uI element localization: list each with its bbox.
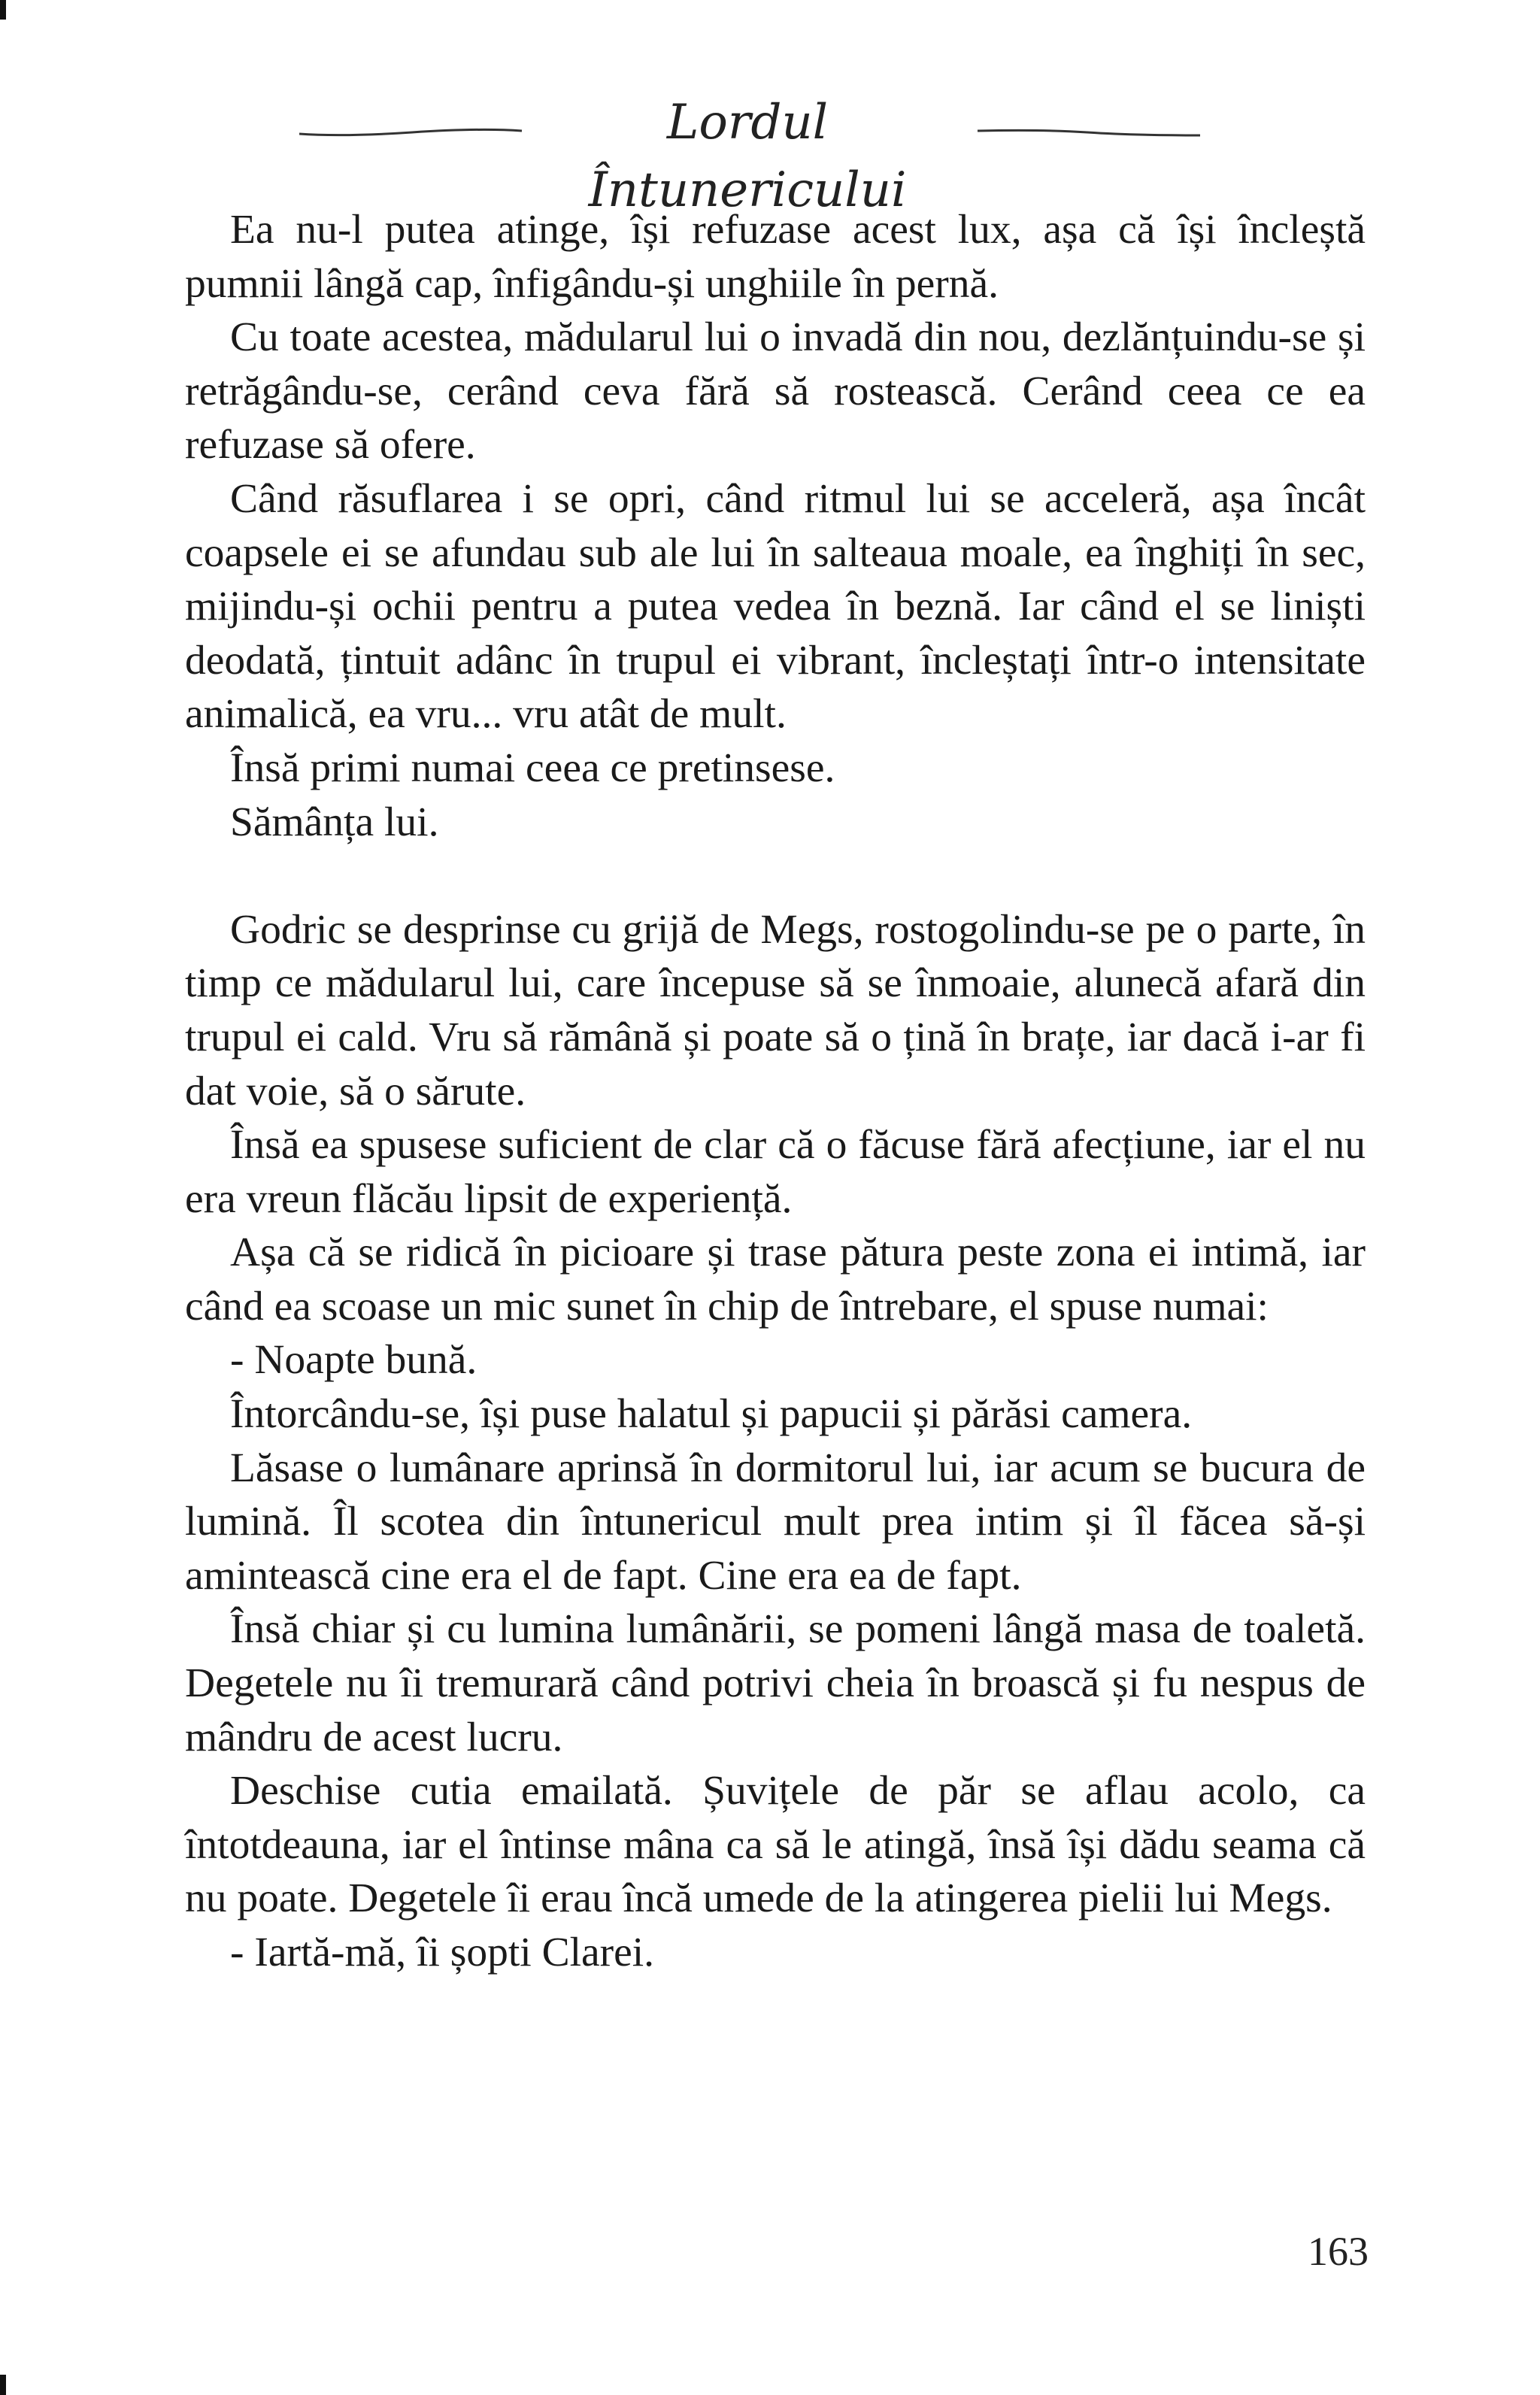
paragraph: Când răsuflarea i se opri, când ritmul lui se acceleră, așa încât coapsele ei se afundau sub ale lui în salteaua moale, ea înghiți în sec, mijindu-și ochii pentru a putea vedea în beznă. Iar când el se liniști deodată, țintuit adânc în trupul ei vibrant, încleștați într-o intensitate animalică, ea vru... vru atât de mult.: [185, 475, 1366, 738]
page-number: 163: [1308, 2229, 1369, 2274]
page-edge-mark-top: [0, 0, 6, 20]
paragraph: Așa că se ridică în picioare și trase pătura peste zona ei intimă, iar când ea scoase un mic sunet în chip de întrebare, el spuse numai:: [185, 1229, 1366, 1329]
running-title: Lordul Întunericului: [588, 95, 907, 218]
body-text: [185, 203, 1366, 1980]
page-edge-mark-bottom: [0, 2375, 6, 2395]
paragraph: Sămânța lui.: [230, 799, 439, 845]
scene-break: [185, 849, 1366, 903]
header-ornament-rule-right: [975, 128, 1200, 143]
dialogue-line: - Iartă-mă, îi șopti Clarei.: [230, 1930, 655, 1975]
paragraph: Godric se desprinse cu grijă de Megs, rostogolindu-se pe o parte, în timp ce mădularul lui, care începuse să se înmoaie, alunecă afară din trupul ei cald. Vru să rămână și poate să o țină în brațe, iar dacă i-ar fi dat voie, să o sărute.: [185, 906, 1366, 1114]
header-ornament-rule-left: [299, 128, 525, 143]
paragraph: Însă primi numai ceea ce pretinsese.: [230, 744, 835, 791]
paragraph: Deschise cutia emailată. Șuvițele de păr se aflau acolo, ca întotdeauna, iar el întinse mâna ca să le atingă, însă își dădu seama că nu poate. Degetele îi erau încă umede de la atingerea pielii lui Megs.: [185, 1768, 1366, 1922]
paragraph: Întorcându-se, își puse halatul și papucii și părăsi camera.: [230, 1391, 1193, 1438]
paragraph: Lăsase o lumânare aprinsă în dormitorul lui, iar acum se bucura de lumină. Îl scotea din întunericul mult prea intim și îl făcea să-și amintească cine era el de fapt. Cine era ea de fapt.: [185, 1445, 1366, 1599]
paragraph: Însă chiar și cu lumina lumânării, se pomeni lângă masa de toaletă. Degetele nu îi tremurară când potrivi cheia în broască și fu nespus de mândru de acest lucru.: [185, 1606, 1366, 1760]
paragraph: Ea nu-l putea atinge, își refuzase acest lux, așa că își încleștă pumnii lângă cap, înfigându-și unghiile în pernă.: [185, 207, 1366, 307]
dialogue-line: - Noapte bună.: [230, 1337, 477, 1384]
paragraph: Cu toate acestea, mădularul lui o invadă din nou, dezlănțuindu-se și retrăgându-se, cerând ceva fără să rostească. Cerând ceea ce ea refuzase să ofere.: [185, 314, 1366, 468]
running-header: [0, 89, 1540, 218]
paragraph: Însă ea spusese suficient de clar că o făcuse fără afecțiune, iar el nu era vreun flăcău lipsit de experiență.: [185, 1122, 1366, 1222]
